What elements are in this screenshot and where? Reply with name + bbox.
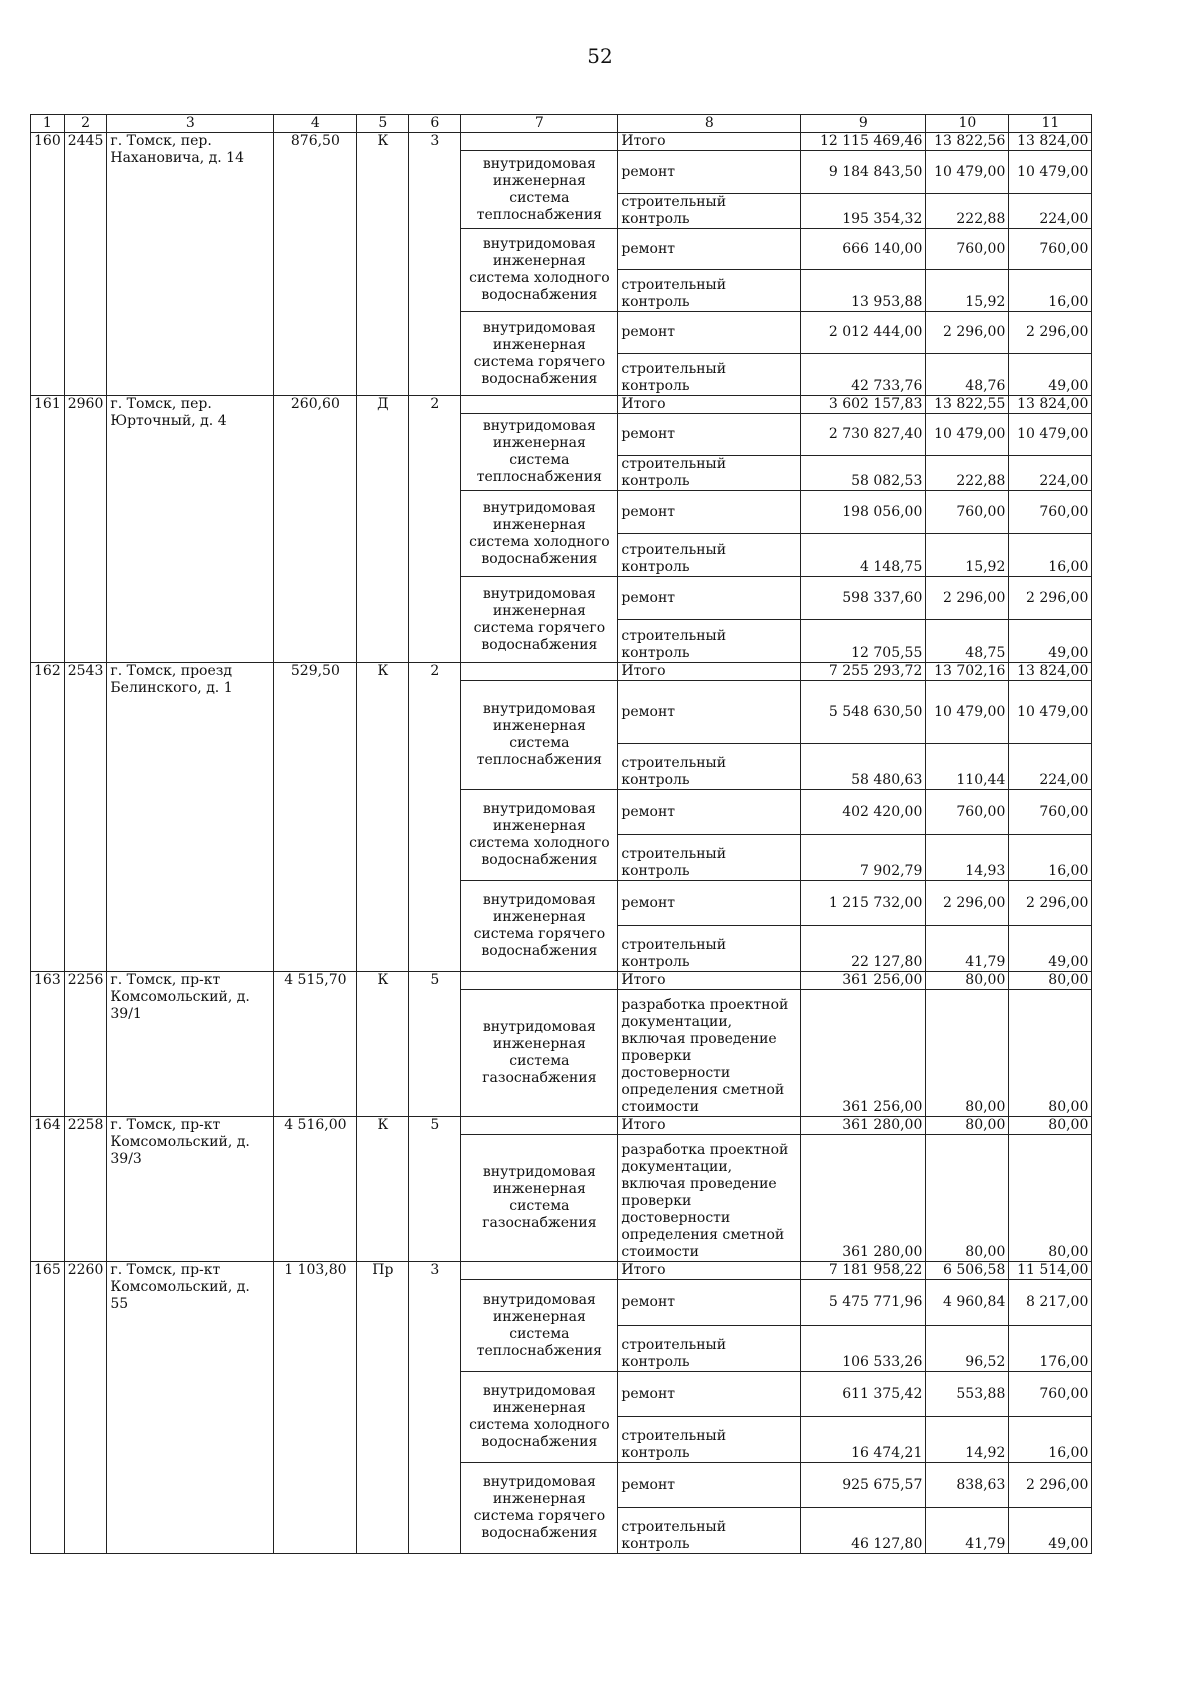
cost-c11: 224,00 [1009,744,1092,790]
total-row [31,663,1092,681]
total-row [31,133,1092,151]
cost-c10: 14,92 [926,1417,1009,1463]
system-name: внутридомовая инженерная система теплоснабжения [461,414,618,491]
type: К [357,972,409,1117]
row-number: 162 [31,663,65,972]
system-name: внутридомовая инженерная система горячего водоснабжения [461,881,618,972]
work-type: ремонт [618,1372,801,1417]
system-name: внутридомовая инженерная система горячего водоснабжения [461,1463,618,1554]
total-c11: 11 514,00 [1009,1262,1092,1280]
cost-c11: 760,00 [1009,790,1092,835]
row-number: 164 [31,1117,65,1262]
total-label: Итого [618,1262,801,1280]
work-type: ремонт [618,881,801,926]
cost-c9: 5 475 771,96 [801,1280,926,1326]
work-type: разработка проектной документации, включая проведение проверки достоверности определения сметной стоимости [618,990,801,1117]
works-table [30,114,1092,1554]
area: 876,50 [274,133,357,396]
system-name: внутридомовая инженерная система холодного водоснабжения [461,491,618,577]
header-cell: 8 [618,115,801,133]
empty-cell [461,972,618,990]
cost-c10: 110,44 [926,744,1009,790]
area: 4 516,00 [274,1117,357,1262]
cost-c9: 925 675,57 [801,1463,926,1508]
work-type: строительный контроль [618,835,801,881]
cost-c10: 15,92 [926,270,1009,312]
cost-c9: 198 056,00 [801,491,926,534]
system-name: внутридомовая инженерная система газоснабжения [461,990,618,1117]
work-type: ремонт [618,229,801,270]
cost-c9: 58 480,63 [801,744,926,790]
cost-c10: 760,00 [926,229,1009,270]
total-c9: 12 115 469,46 [801,133,926,151]
work-type: строительный контроль [618,270,801,312]
header-cell: 4 [274,115,357,133]
work-type: ремонт [618,491,801,534]
total-c11: 13 824,00 [1009,133,1092,151]
total-label: Итого [618,396,801,414]
row-number: 160 [31,133,65,396]
total-label: Итого [618,972,801,990]
cost-c11: 16,00 [1009,534,1092,577]
cost-c11: 2 296,00 [1009,312,1092,354]
work-type: строительный контроль [618,354,801,396]
area: 1 103,80 [274,1262,357,1554]
work-type: ремонт [618,1280,801,1326]
cost-c9: 42 733,76 [801,354,926,396]
address: г. Томск, пр-кт Комсомольский, д. 55 [107,1262,274,1554]
cost-c9: 58 082,53 [801,456,926,491]
total-label: Итого [618,663,801,681]
system-name: внутридомовая инженерная система теплоснабжения [461,1280,618,1372]
cost-c11: 49,00 [1009,354,1092,396]
header-cell: 7 [461,115,618,133]
work-type: ремонт [618,790,801,835]
row-number: 163 [31,972,65,1117]
cost-c9: 5 548 630,50 [801,681,926,744]
address: г. Томск, пер. Нахановича, д. 14 [107,133,274,396]
cost-c9: 361 280,00 [801,1135,926,1262]
cost-c9: 2 012 444,00 [801,312,926,354]
cost-c11: 10 479,00 [1009,681,1092,744]
cost-c11: 10 479,00 [1009,414,1092,456]
type: К [357,133,409,396]
cost-c9: 106 533,26 [801,1326,926,1372]
header-cell: 10 [926,115,1009,133]
total-c10: 13 822,56 [926,133,1009,151]
cost-c10: 14,93 [926,835,1009,881]
cost-c9: 611 375,42 [801,1372,926,1417]
header-row [31,115,1092,133]
cost-c9: 361 256,00 [801,990,926,1117]
cost-c10: 80,00 [926,990,1009,1117]
header-cell: 11 [1009,115,1092,133]
cost-c9: 9 184 843,50 [801,151,926,194]
work-type: строительный контроль [618,620,801,663]
cost-c10: 760,00 [926,790,1009,835]
cost-c11: 760,00 [1009,1372,1092,1417]
cost-c11: 49,00 [1009,926,1092,972]
cost-c9: 195 354,32 [801,194,926,229]
house-id: 2960 [64,396,107,663]
cost-c11: 80,00 [1009,990,1092,1117]
address: г. Томск, пр-кт Комсомольский, д. 39/1 [107,972,274,1117]
cost-c10: 4 960,84 [926,1280,1009,1326]
cost-c9: 16 474,21 [801,1417,926,1463]
cost-c11: 760,00 [1009,229,1092,270]
cost-c10: 80,00 [926,1135,1009,1262]
total-c9: 7 255 293,72 [801,663,926,681]
cost-c9: 402 420,00 [801,790,926,835]
cost-c10: 2 296,00 [926,881,1009,926]
work-type: строительный контроль [618,744,801,790]
cost-c11: 80,00 [1009,1135,1092,1262]
cost-c11: 49,00 [1009,1508,1092,1554]
cost-c11: 224,00 [1009,194,1092,229]
total-c9: 361 280,00 [801,1117,926,1135]
house-id: 2445 [64,133,107,396]
total-c10: 80,00 [926,972,1009,990]
cost-c11: 16,00 [1009,835,1092,881]
header-cell: 1 [31,115,65,133]
cost-c11: 2 296,00 [1009,881,1092,926]
header-cell: 9 [801,115,926,133]
cost-c9: 598 337,60 [801,577,926,620]
cost-c10: 10 479,00 [926,414,1009,456]
house-id: 2543 [64,663,107,972]
area: 260,60 [274,396,357,663]
work-type: ремонт [618,577,801,620]
total-c11: 80,00 [1009,972,1092,990]
cost-c10: 2 296,00 [926,312,1009,354]
area: 529,50 [274,663,357,972]
total-c10: 80,00 [926,1117,1009,1135]
cost-c10: 48,76 [926,354,1009,396]
work-type: ремонт [618,312,801,354]
system-name: внутридомовая инженерная система теплоснабжения [461,681,618,790]
cost-c11: 49,00 [1009,620,1092,663]
work-type: строительный контроль [618,194,801,229]
cost-c10: 41,79 [926,926,1009,972]
floors: 3 [409,133,461,396]
floors: 2 [409,663,461,972]
cost-c11: 8 217,00 [1009,1280,1092,1326]
cost-c9: 2 730 827,40 [801,414,926,456]
floors: 2 [409,396,461,663]
row-number: 161 [31,396,65,663]
cost-c9: 1 215 732,00 [801,881,926,926]
empty-cell [461,1117,618,1135]
cost-c10: 10 479,00 [926,151,1009,194]
total-c10: 13 702,16 [926,663,1009,681]
work-type: строительный контроль [618,1508,801,1554]
total-c10: 6 506,58 [926,1262,1009,1280]
work-type: строительный контроль [618,926,801,972]
type: Пр [357,1262,409,1554]
system-name: внутридомовая инженерная система холодного водоснабжения [461,229,618,312]
empty-cell [461,396,618,414]
house-id: 2258 [64,1117,107,1262]
total-row [31,1262,1092,1280]
cost-c11: 16,00 [1009,1417,1092,1463]
total-c9: 7 181 958,22 [801,1262,926,1280]
header-cell: 6 [409,115,461,133]
cost-c10: 15,92 [926,534,1009,577]
total-row [31,1117,1092,1135]
cost-c11: 176,00 [1009,1326,1092,1372]
total-c9: 361 256,00 [801,972,926,990]
cost-c10: 2 296,00 [926,577,1009,620]
page-number: 52 [587,44,613,68]
work-type: строительный контроль [618,456,801,491]
cost-c11: 224,00 [1009,456,1092,491]
total-c11: 80,00 [1009,1117,1092,1135]
system-name: внутридомовая инженерная система газоснабжения [461,1135,618,1262]
address: г. Томск, проезд Белинского, д. 1 [107,663,274,972]
total-row [31,972,1092,990]
cost-c10: 838,63 [926,1463,1009,1508]
cost-c9: 12 705,55 [801,620,926,663]
cost-c10: 222,88 [926,194,1009,229]
total-c11: 13 824,00 [1009,396,1092,414]
work-type: строительный контроль [618,534,801,577]
system-name: внутридомовая инженерная система теплоснабжения [461,151,618,229]
cost-c9: 666 140,00 [801,229,926,270]
type: Д [357,396,409,663]
work-type: разработка проектной документации, включая проведение проверки достоверности определения сметной стоимости [618,1135,801,1262]
total-c10: 13 822,55 [926,396,1009,414]
row-number: 165 [31,1262,65,1554]
total-label: Итого [618,133,801,151]
type: К [357,1117,409,1262]
work-type: ремонт [618,1463,801,1508]
empty-cell [461,133,618,151]
cost-c10: 41,79 [926,1508,1009,1554]
work-type: ремонт [618,151,801,194]
system-name: внутридомовая инженерная система горячего водоснабжения [461,312,618,396]
floors: 5 [409,972,461,1117]
header-cell: 2 [64,115,107,133]
work-type: строительный контроль [618,1326,801,1372]
cost-c9: 7 902,79 [801,835,926,881]
total-row [31,396,1092,414]
area: 4 515,70 [274,972,357,1117]
cost-c11: 16,00 [1009,270,1092,312]
total-c9: 3 602 157,83 [801,396,926,414]
cost-c9: 22 127,80 [801,926,926,972]
type: К [357,663,409,972]
cost-c9: 46 127,80 [801,1508,926,1554]
work-type: строительный контроль [618,1417,801,1463]
work-type: ремонт [618,414,801,456]
cost-c9: 13 953,88 [801,270,926,312]
header-cell: 5 [357,115,409,133]
floors: 3 [409,1262,461,1554]
cost-c10: 760,00 [926,491,1009,534]
cost-c11: 760,00 [1009,491,1092,534]
address: г. Томск, пер. Юрточный, д. 4 [107,396,274,663]
empty-cell [461,663,618,681]
total-c11: 13 824,00 [1009,663,1092,681]
system-name: внутридомовая инженерная система холодного водоснабжения [461,1372,618,1463]
header-cell: 3 [107,115,274,133]
address: г. Томск, пр-кт Комсомольский, д. 39/3 [107,1117,274,1262]
cost-c10: 553,88 [926,1372,1009,1417]
cost-c9: 4 148,75 [801,534,926,577]
house-id: 2256 [64,972,107,1117]
system-name: внутридомовая инженерная система горячего водоснабжения [461,577,618,663]
house-id: 2260 [64,1262,107,1554]
cost-c11: 10 479,00 [1009,151,1092,194]
cost-c10: 96,52 [926,1326,1009,1372]
total-label: Итого [618,1117,801,1135]
cost-c11: 2 296,00 [1009,577,1092,620]
cost-c10: 222,88 [926,456,1009,491]
cost-c10: 10 479,00 [926,681,1009,744]
empty-cell [461,1262,618,1280]
cost-c10: 48,75 [926,620,1009,663]
cost-c11: 2 296,00 [1009,1463,1092,1508]
work-type: ремонт [618,681,801,744]
floors: 5 [409,1117,461,1262]
system-name: внутридомовая инженерная система холодного водоснабжения [461,790,618,881]
